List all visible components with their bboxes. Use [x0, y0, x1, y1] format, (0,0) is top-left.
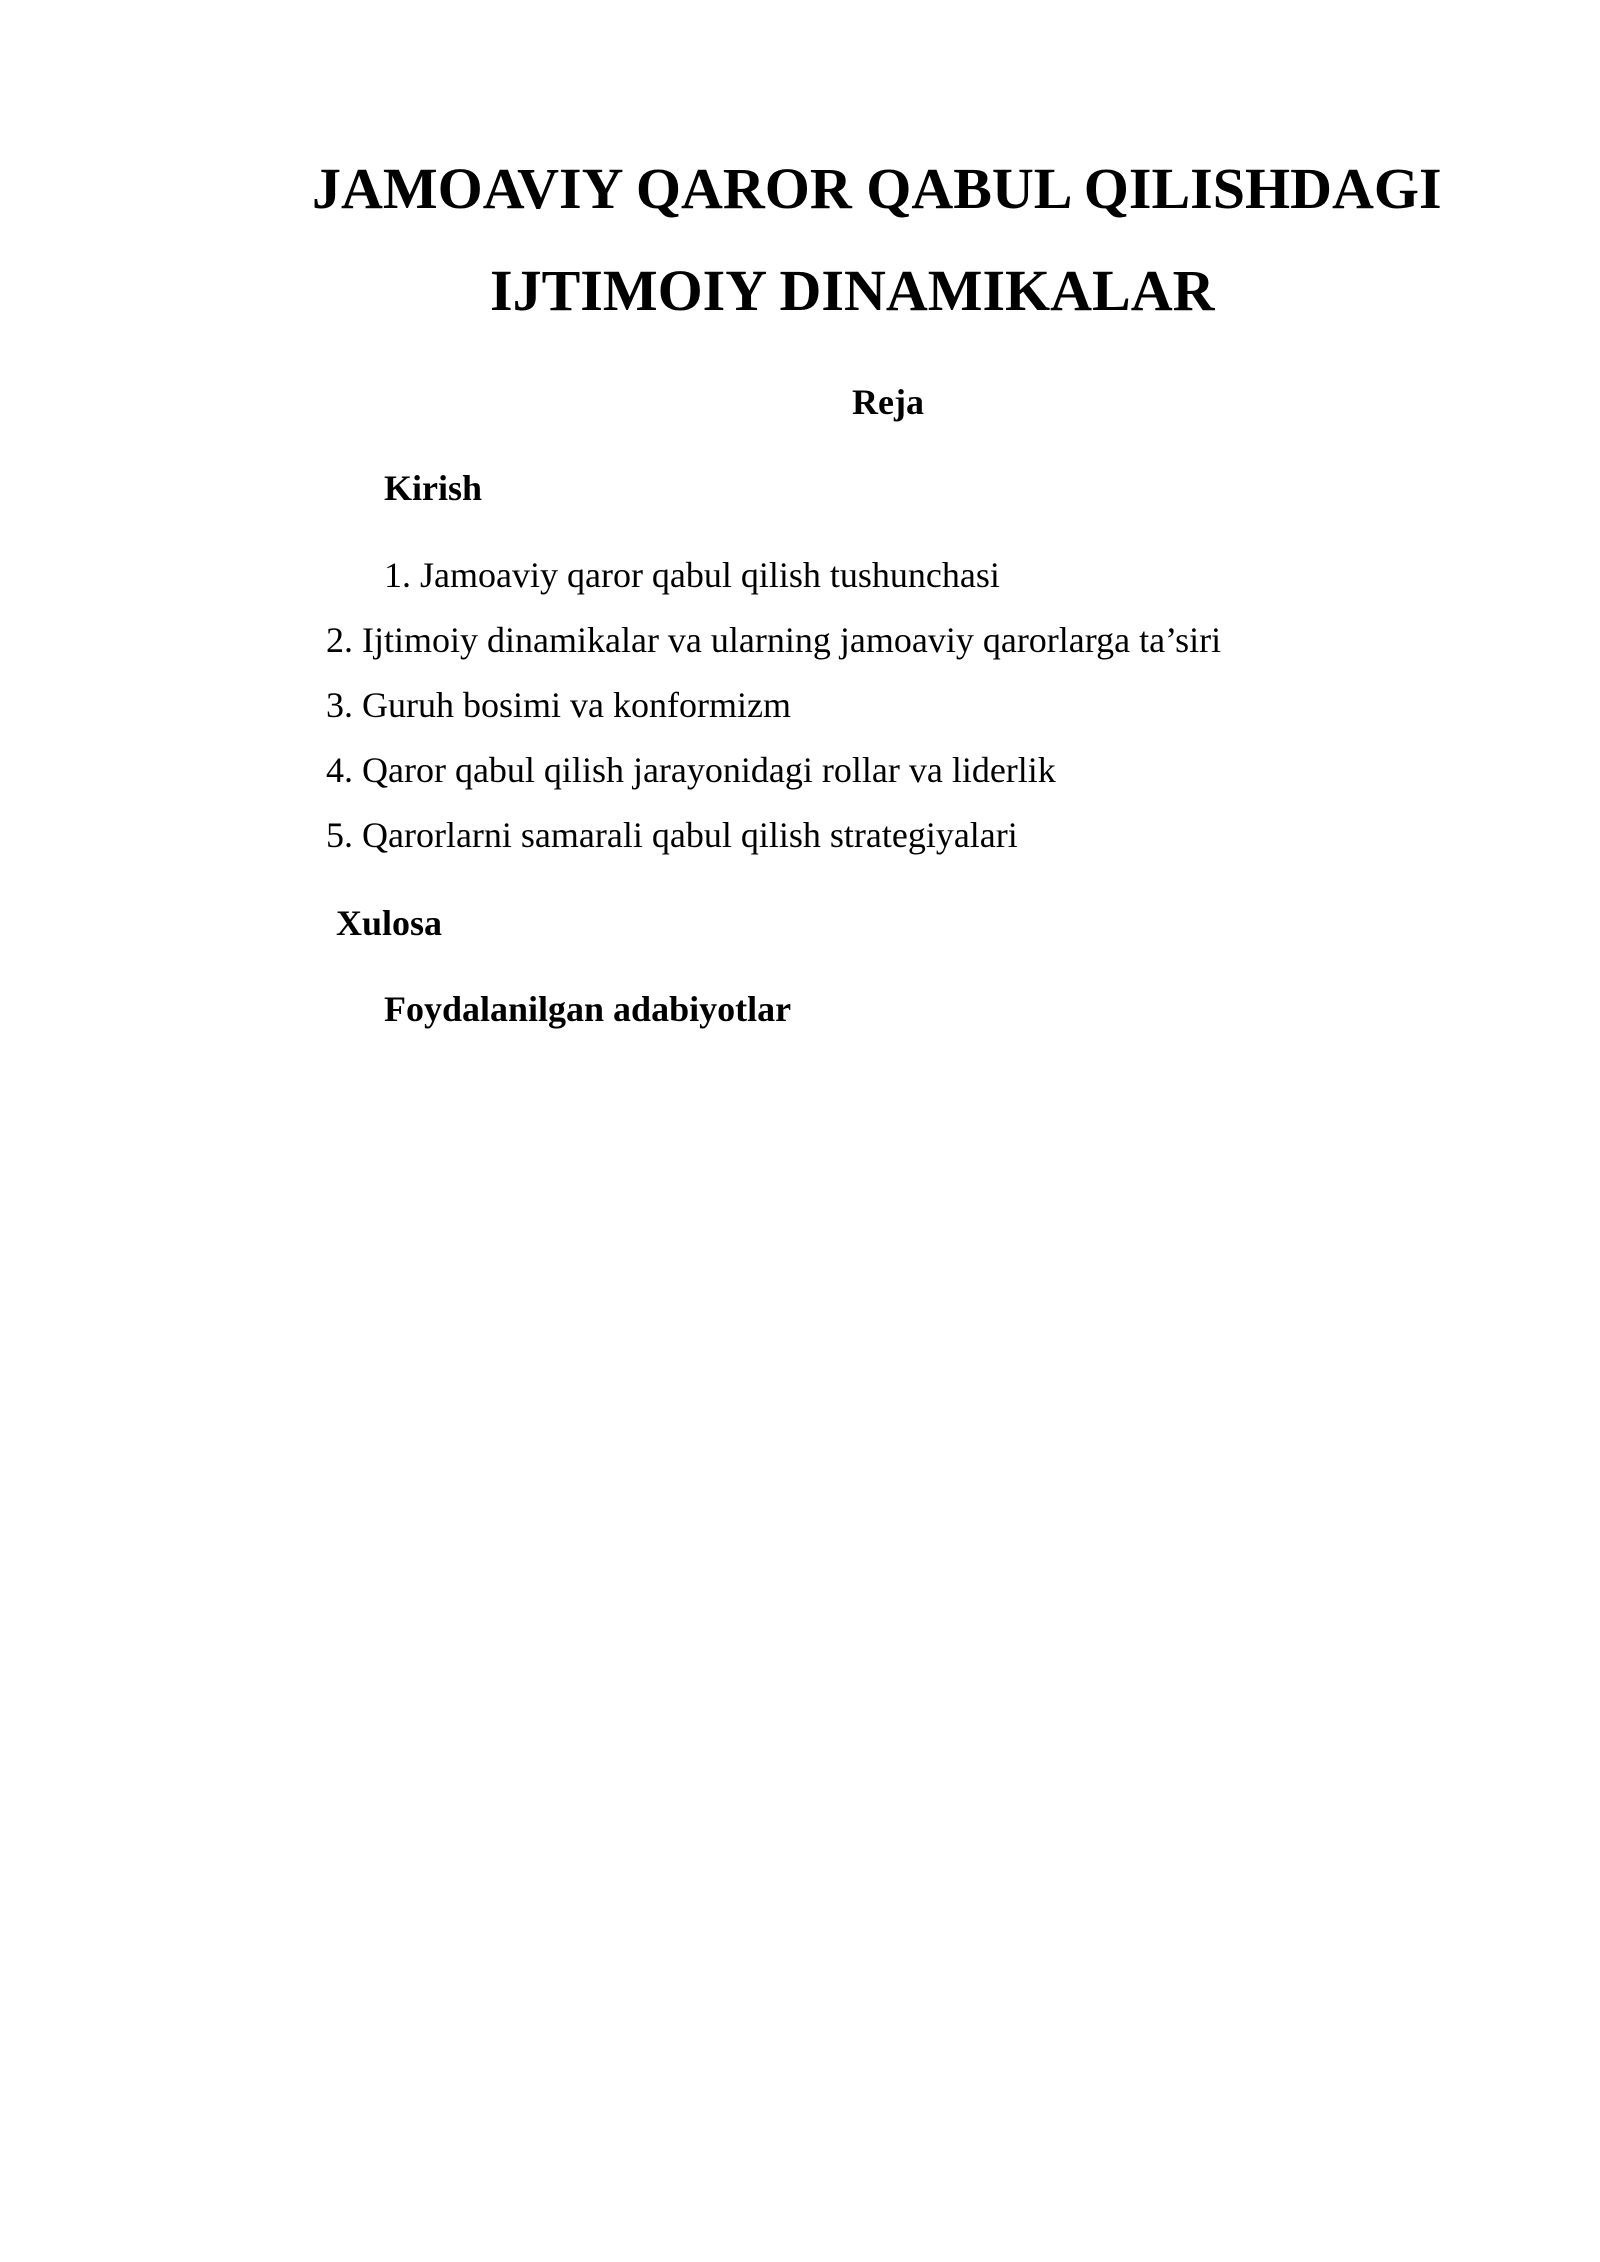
plan-heading: Reja — [852, 382, 924, 422]
document-title-line-1: JAMOAVIY QAROR QABUL QILISHDAGI — [312, 156, 1442, 221]
document-title-line-2: IJTIMOIY DINAMIKALAR — [490, 258, 1215, 323]
plan-item-3: 3. Guruh bosimi va konformizm — [326, 685, 791, 725]
references-heading: Foydalanilgan adabiyotlar — [384, 989, 792, 1029]
conclusion-heading: Xulosa — [336, 903, 443, 943]
plan-item-1: 1. Jamoaviy qaror qabul qilish tushunchasi — [384, 555, 1000, 595]
plan-item-5: 5. Qarorlarni samarali qabul qilish strategiyalari — [326, 815, 1018, 855]
plan-item-2: 2. Ijtimoiy dinamikalar va ularning jamoaviy qarorlarga ta’siri — [326, 620, 1222, 660]
plan-item-4: 4. Qaror qabul qilish jarayonidagi rollar va liderlik — [326, 750, 1056, 790]
intro-heading: Kirish — [384, 468, 483, 508]
